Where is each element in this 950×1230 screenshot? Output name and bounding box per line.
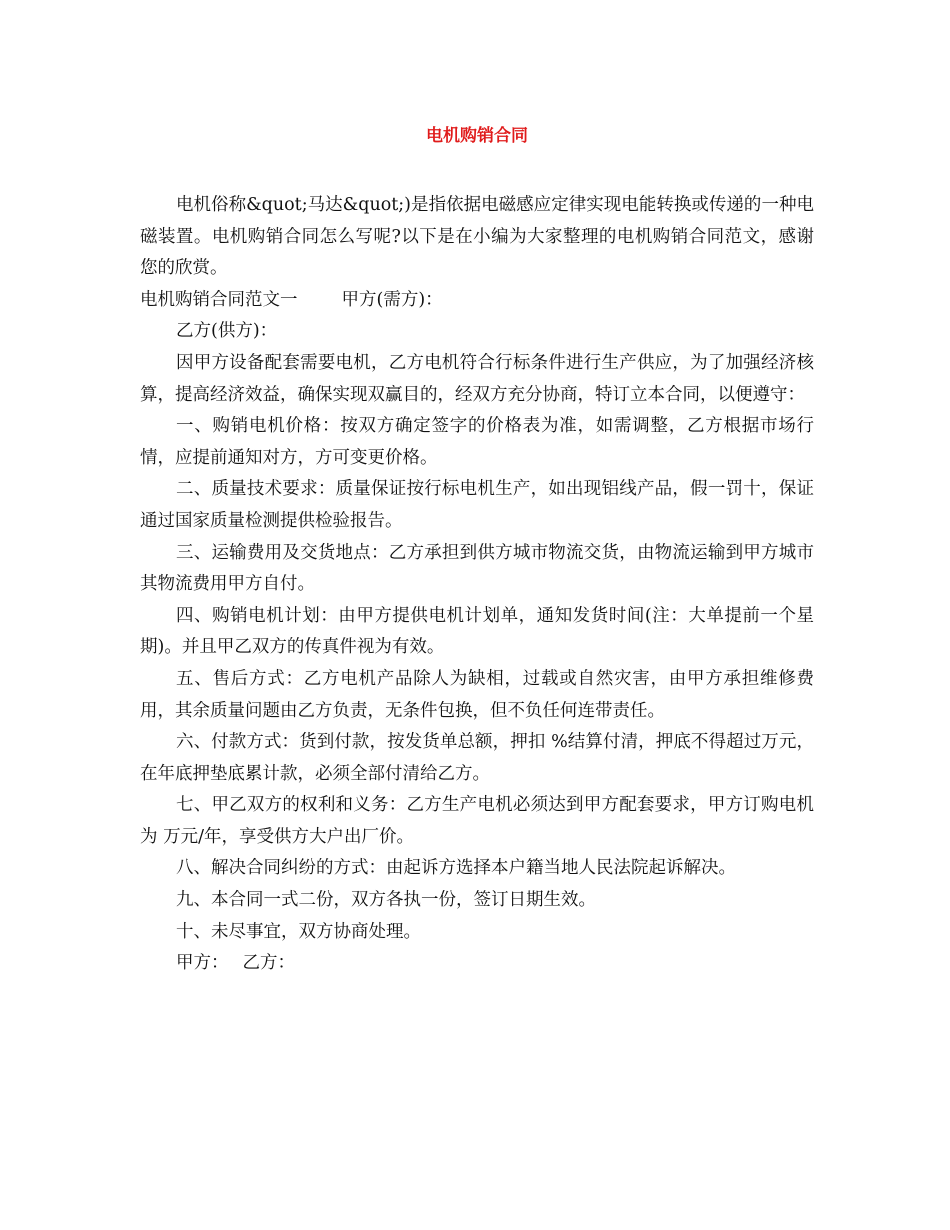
- party-b-label: 乙方(供方)：: [176, 321, 278, 342]
- party-a-label: 甲方(需方)：: [341, 289, 443, 310]
- clause-8: 八、解决合同纠纷的方式：由起诉方选择本户籍当地人民法院起诉解决。: [176, 858, 736, 879]
- clause-5: 五、售后方式：乙方电机产品除人为缺相，过载或自然灾害，由甲方承担维修费用，其余质量问题由乙方负责，无条件包换，但不负任何连带责任。: [140, 668, 814, 721]
- signature-party-a: 甲方：: [176, 953, 229, 974]
- document-body: [140, 190, 814, 980]
- document-title: 电机购销合同: [426, 126, 528, 146]
- clause-4: 四、购销电机计划：由甲方提供电机计划单，通知发货时间(注：大单提前一个星期)。并且甲乙双方的传真件视为有效。: [140, 605, 814, 658]
- preamble-paragraph: 因甲方设备配套需要电机，乙方电机符合行标条件进行生产供应，为了加强经济核算，提高经济效益，确保实现双赢目的，经双方充分协商，特订立本合同，以便遵守：: [140, 352, 814, 405]
- clause-10: 十、未尽事宜，双方协商处理。: [176, 921, 421, 942]
- signature-line: [140, 948, 814, 980]
- clause-9: 九、本合同一式二份，双方各执一份，签订日期生效。: [176, 890, 596, 911]
- clause-2: 二、质量技术要求：质量保证按行标电机生产，如出现铝线产品，假一罚十，保证通过国家质量检测提供检验报告。: [140, 479, 814, 531]
- sample-heading-line: [140, 285, 814, 317]
- clause-3: 三、运输费用及交货地点：乙方承担到供方城市物流交货，由物流运输到甲方城市其物流费用甲方自付。: [140, 542, 814, 595]
- sample-heading: 电机购销合同范文一: [140, 289, 298, 310]
- clause-1: 一、购销电机价格：按双方确定签字的价格表为准，如需调整，乙方根据市场行情，应提前通知对方，方可变更价格。: [140, 416, 814, 468]
- intro-paragraph: 电机俗称&quot;马达&quot;)是指依据电磁感应定律实现电能转换或传递的一种电磁装置。电机购销合同怎么写呢?以下是在小编为大家整理的电机购销合同范文，感谢您的欣赏。: [140, 195, 814, 279]
- signature-party-b: 乙方：: [242, 953, 295, 974]
- clause-6: 六、付款方式：货到付款，按发货单总额，押扣 %结算付清，押底不得超过万元，在年底押垫底累计款，必须全部付清给乙方。: [140, 732, 814, 784]
- clause-7: 七、甲乙双方的权利和义务：乙方生产电机必须达到甲方配套要求，甲方订购电机为 万元/年，享受供方大户出厂价。: [140, 795, 814, 847]
